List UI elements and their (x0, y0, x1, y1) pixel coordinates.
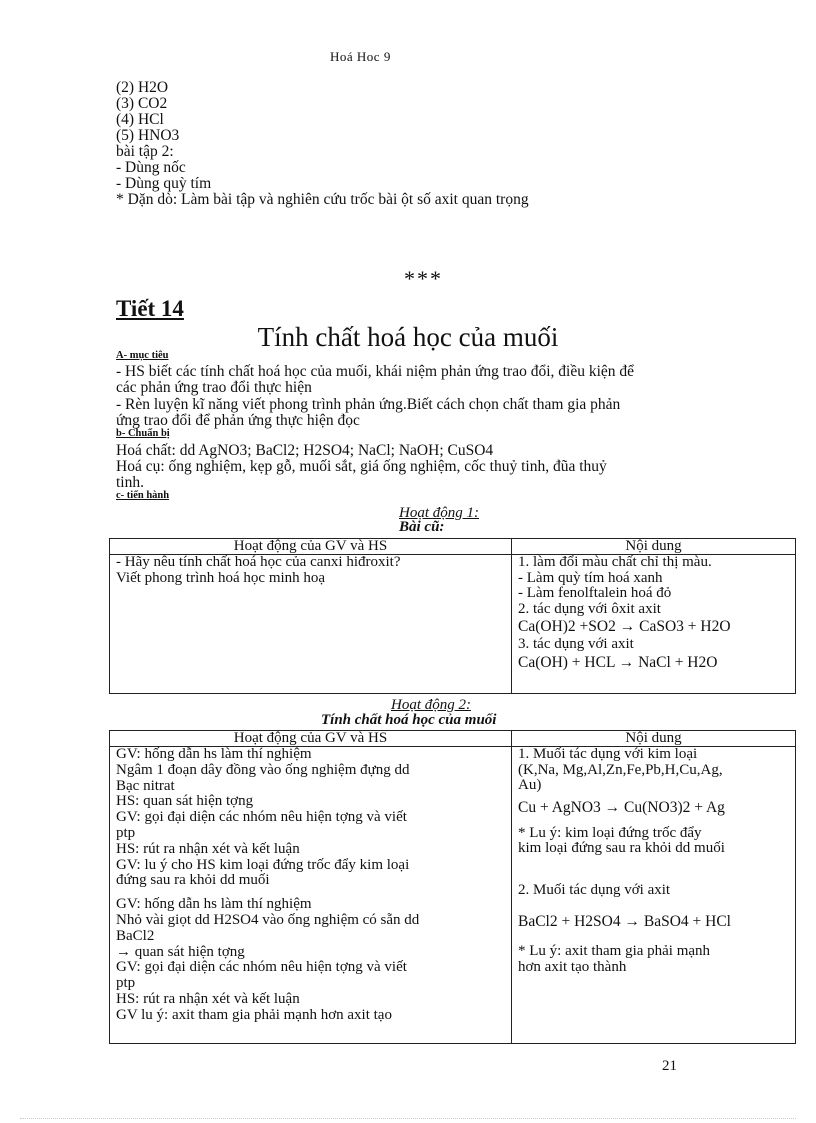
activity1-right-cell (512, 555, 796, 694)
intro-line: * Dặn dò: Làm bài tập và nghiên cứu trốc bài ột số axit quan trọng (116, 191, 529, 208)
activity2-right-line: * Lu ý: kim loại đứng trốc đẩy (518, 824, 702, 841)
activity2-right-cell (512, 747, 796, 1044)
activity2-left-line: Nhỏ vài giọt dd H2SO4 vào ống nghiệm có sẵn dd (116, 911, 420, 928)
intro-line: bài tập 2: (116, 143, 174, 160)
activity2-subtitle: Tính chất hoá học của muối (321, 712, 497, 728)
activity1-equation: Ca(OH) + HCL → NaCl + H2O (518, 653, 718, 671)
activity2-col1-header: Hoạt động của GV và HS (110, 731, 512, 747)
activity2-left-line: BaCl2 (116, 927, 155, 944)
section-b-line: tinh. (116, 474, 144, 491)
activity2-left-line: ptp (116, 824, 136, 841)
separator-stars: *** (404, 266, 443, 291)
activity2-right-line: (K,Na, Mg,Al,Zn,Fe,Pb,H,Cu,Ag, (518, 761, 723, 778)
section-a-label: A- mục tiêu (116, 350, 169, 361)
activity2-equation: Cu + AgNO3 → Cu(NO3)2 + Ag (518, 798, 725, 816)
activity2-right-line: hơn axit tạo thành (518, 958, 627, 975)
activity1-right-line: 2. tác dụng với ôxit axit (518, 600, 661, 617)
activity2-left-line: HS: rút ra nhận xét và kết luận (116, 990, 300, 1007)
activity2-left-line: ptp (116, 975, 136, 992)
activity1-right-line: - Làm quỳ tím hoá xanh (518, 569, 663, 586)
section-b-line: Hoá chất: dd AgNO3; BaCl2; H2SO4; NaCl; NaOH; CuSO4 (116, 442, 494, 459)
spacer (518, 857, 789, 883)
activity2-equation: BaCl2 + H2SO4 → BaSO4 + HCl (518, 913, 731, 930)
page-number: 21 (662, 1058, 677, 1074)
activity2-left-line: Ngâm 1 đoạn dây đồng vào ống nghiệm đựng dd (116, 761, 410, 778)
activity2-left-line: HS: rút ra nhận xét và kết luận (116, 840, 300, 857)
activity1-col2-header: Nội dung (512, 539, 796, 555)
activity2-table (109, 730, 796, 1044)
activity2-right-line: kim loại đứng sau ra khỏi dd muối (518, 840, 725, 856)
activity1-col1-header: Hoạt động của GV và HS (110, 539, 512, 555)
section-a-line: ứng trao đổi để phản ứng thực hiện đọc (116, 412, 360, 429)
section-b-label: b- Chuẩn bị (116, 428, 170, 439)
activity1-left-line: Viết phong trình hoá học minh hoạ (116, 569, 326, 586)
activity2-left-line: GV lu ý: axit tham gia phải mạnh hơn axit tạo (116, 1006, 392, 1023)
section-a-line: - Rèn luyện kĩ năng viết phong trình phản ứng.Biết cách chọn chất tham gia phản (116, 396, 621, 413)
activity2-left-line: → quan sát hiện tợng (116, 943, 245, 960)
intro-line: (5) HNO3 (116, 127, 180, 144)
activity2-left-line: GV: gọi đại diện các nhóm nêu hiện tợng và viết (116, 809, 407, 826)
activity1-label-text: Hoạt động 1: (399, 505, 479, 521)
activity1-right-line: 1. làm đổi màu chất chỉ thị màu. (518, 554, 712, 570)
activity2-left-line: GV: hống dẫn hs làm thí nghiệm (116, 746, 312, 762)
activity2-label-text: Hoạt động 2: (391, 697, 471, 713)
intro-line: (4) HCl (116, 111, 164, 128)
activity2-right-line: 1. Muối tác dụng với kim loại (518, 746, 698, 762)
page-header: Hoá Hoc 9 (330, 49, 391, 64)
activity1-table (109, 538, 796, 694)
spacer (518, 898, 789, 912)
page-title: Tính chất hoá học của muối (257, 322, 559, 352)
activity2-right-line: 2. Muối tác dụng với axit (518, 881, 671, 898)
section-a-line: - HS biết các tính chất hoá học của muối, khái niệm phản ứng trao đổi, điều kiện để (116, 363, 635, 380)
activity2-left-line: HS: quan sát hiện tợng (116, 793, 254, 810)
intro-line: - Dùng quỳ tím (116, 175, 212, 192)
activity2-col2-header: Nội dung (512, 731, 796, 747)
section-b-line: Hoá cụ: ống nghiệm, kẹp gỗ, muối sắt, giá ống nghiệm, cốc thuỷ tinh, đũa thuỷ (116, 458, 607, 475)
lesson-number: Tiết 14 (116, 296, 184, 321)
activity1-right-line: - Làm fenolftalein hoá đỏ (518, 585, 672, 601)
activity2-left-line: GV: gọi đại diện các nhóm nêu hiện tợng và viết (116, 959, 407, 976)
intro-line: (3) CO2 (116, 95, 168, 112)
activity1-right-line: 3. tác dụng với axit (518, 636, 634, 652)
section-c-label: c- tiến hành (116, 490, 170, 501)
activity2-left-line: GV: lu ý cho HS kim loại đứng trốc đẩy kim loại (116, 856, 410, 873)
activity1-subtitle: Bài cũ: (399, 519, 445, 535)
page-bottom-divider (20, 1118, 796, 1119)
activity1-left-line: - Hãy nêu tính chất hoá học của canxi hiđroxit? (116, 554, 401, 570)
activity1-equation: Ca(OH)2 +SO2 → CaSO3 + H2O (518, 618, 731, 635)
activity2-right-line: Au) (518, 777, 542, 793)
activity2-left-cell (110, 747, 512, 1044)
activity2-right-line: * Lu ý: axit tham gia phải mạnh (518, 943, 711, 959)
activity1-left-cell (110, 555, 512, 694)
activity2-left-line: GV: hống dẫn hs làm thí nghiệm (116, 896, 312, 913)
activity2-left-line: đứng sau ra khỏi dd muối (116, 872, 270, 889)
intro-line: - Dùng nốc (116, 159, 186, 176)
section-a-line: các phản ứng trao đổi thực hiện (116, 379, 312, 396)
intro-line: (2) H2O (116, 79, 169, 96)
activity2-left-line: Bạc nitrat (116, 777, 175, 794)
